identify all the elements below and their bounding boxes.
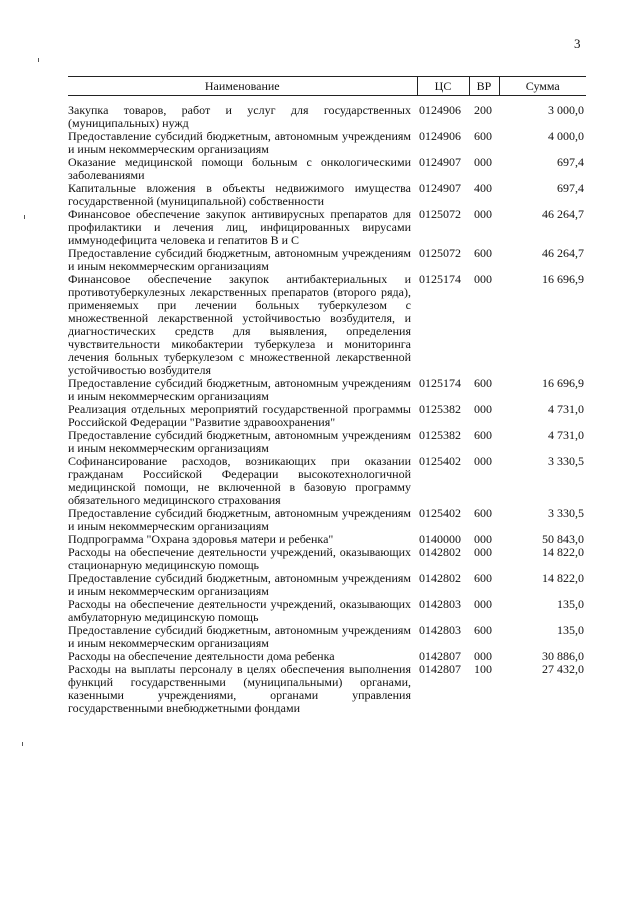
- cell-cs: 0125174: [419, 272, 461, 286]
- cell-vr: 000: [474, 649, 492, 663]
- cell-vr: 000: [474, 272, 492, 286]
- cell-vr: 000: [474, 597, 492, 611]
- cell-cs: 0142803: [419, 597, 461, 611]
- cell-name: Предоставление субсидий бюджетным, автономным учреждениям и иным некоммерческим организациям: [68, 376, 411, 403]
- table-row: [68, 507, 586, 533]
- cell-name: Расходы на обеспечение деятельности учреждений, оказывающих стационарную медицинскую помощь: [68, 545, 411, 572]
- table-body: [68, 96, 586, 716]
- page-number: 3: [574, 36, 581, 51]
- cell-cs: 0125402: [419, 454, 461, 468]
- cell-name: Реализация отдельных мероприятий государственной программы Российской Федерации "Развитие здравоохранения": [68, 402, 411, 429]
- cell-cs: 0125382: [419, 428, 461, 442]
- cell-name: Капитальные вложения в объекты недвижимого имущества государственной (муниципальной) собственности: [68, 181, 411, 208]
- table-row: [68, 624, 586, 650]
- table-row: [68, 663, 586, 715]
- header-vr: ВР: [469, 77, 499, 96]
- header-sum: Сумма: [499, 77, 586, 96]
- cell-name: Софинансирование расходов, возникающих при оказании гражданам Российской Федерации высокотехнологичной медицинской помощи, не включенной в базовую программу обязательного медицинского страхования: [68, 454, 411, 507]
- cell-name: Закупка товаров, работ и услуг для государственных (муниципальных) нужд: [68, 103, 411, 130]
- cell-name: Предоставление субсидий бюджетным, автономным учреждениям и иным некоммерческим организациям: [68, 428, 411, 455]
- table-row: [68, 130, 586, 156]
- cell-name: Финансовое обеспечение закупок антибактериальных и противотуберкулезных лекарственных препаратов (второго ряда), применяемых при лечении больных туберкулезом с множественной лекарственной устойчивостью возбудителя, и диагностических средств для выявления, определения чувствительности микобактерии туберкулеза и мониторинга лечения больных туберкулезом с множественной лекарственной устойчивостью возбудителя: [68, 272, 411, 377]
- cell-vr: 000: [474, 207, 492, 221]
- cell-vr: 100: [474, 662, 492, 676]
- table-row: [68, 273, 586, 377]
- cell-vr: 600: [474, 246, 492, 260]
- cell-cs: 0142807: [419, 649, 461, 663]
- cell-sum: 4 731,0: [548, 402, 584, 416]
- cell-vr: 600: [474, 376, 492, 390]
- cell-name: Оказание медицинской помощи больным с онкологическими заболеваниями: [68, 155, 411, 182]
- cell-vr: 200: [474, 103, 492, 117]
- cell-sum: 4 731,0: [548, 428, 584, 442]
- cell-vr: 000: [474, 402, 492, 416]
- header-name: Наименование: [68, 77, 417, 96]
- cell-sum: 16 696,9: [542, 272, 584, 286]
- scan-mark-1: [38, 58, 39, 62]
- cell-name: Предоставление субсидий бюджетным, автономным учреждениям и иным некоммерческим организациям: [68, 129, 411, 156]
- cell-sum: 14 822,0: [542, 571, 584, 585]
- cell-sum: 46 264,7: [542, 246, 584, 260]
- cell-sum: 3 000,0: [548, 103, 584, 117]
- table-row: [68, 546, 586, 572]
- cell-sum: 46 264,7: [542, 207, 584, 221]
- table-row: [68, 247, 586, 273]
- cell-name: Расходы на выплаты персоналу в целях обеспечения выполнения функций государственными (муниципальными) органами, казенными учреждениями, органами управления государственными внебюджетными фондами: [68, 662, 411, 715]
- cell-cs: 0125402: [419, 506, 461, 520]
- cell-vr: 600: [474, 129, 492, 143]
- cell-sum: 697,4: [557, 155, 584, 169]
- table-row: [68, 455, 586, 507]
- cell-name: Предоставление субсидий бюджетным, автономным учреждениям и иным некоммерческим организациям: [68, 623, 411, 650]
- header-cs: ЦС: [417, 77, 469, 96]
- cell-name: Предоставление субсидий бюджетным, автономным учреждениям и иным некоммерческим организациям: [68, 246, 411, 273]
- cell-sum: 135,0: [557, 623, 584, 637]
- cell-sum: 50 843,0: [542, 532, 584, 546]
- cell-vr: 000: [474, 545, 492, 559]
- cell-sum: 697,4: [557, 181, 584, 195]
- cell-name: Подпрограмма "Охрана здоровья матери и ребенка": [68, 532, 334, 546]
- cell-vr: 000: [474, 532, 492, 546]
- table-row: [68, 572, 586, 598]
- cell-cs: 0125382: [419, 402, 461, 416]
- cell-sum: 27 432,0: [542, 662, 584, 676]
- cell-name: Предоставление субсидий бюджетным, автономным учреждениям и иным некоммерческим организациям: [68, 506, 411, 533]
- cell-cs: 0125072: [419, 207, 461, 221]
- cell-vr: 400: [474, 181, 492, 195]
- table-row: [68, 182, 586, 208]
- cell-sum: 14 822,0: [542, 545, 584, 559]
- cell-vr: 600: [474, 571, 492, 585]
- cell-vr: 600: [474, 428, 492, 442]
- table-row: [68, 96, 586, 131]
- cell-sum: 3 330,5: [548, 506, 584, 520]
- table-row: [68, 598, 586, 624]
- scan-mark-3: [22, 742, 23, 746]
- cell-cs: 0124907: [419, 181, 461, 195]
- budget-table: [68, 76, 586, 715]
- cell-cs: 0125174: [419, 376, 461, 390]
- cell-cs: 0142807: [419, 662, 461, 676]
- cell-sum: 135,0: [557, 597, 584, 611]
- table-row: [68, 403, 586, 429]
- table-row: [68, 208, 586, 247]
- cell-vr: 600: [474, 623, 492, 637]
- cell-vr: 000: [474, 155, 492, 169]
- table-header: [68, 77, 586, 96]
- cell-cs: 0124906: [419, 103, 461, 117]
- cell-name: Расходы на обеспечение деятельности учреждений, оказывающих амбулаторную медицинскую помощь: [68, 597, 411, 624]
- cell-sum: 16 696,9: [542, 376, 584, 390]
- cell-cs: 0142802: [419, 571, 461, 585]
- cell-sum: 4 000,0: [548, 129, 584, 143]
- table-row: [68, 156, 586, 182]
- cell-sum: 30 886,0: [542, 649, 584, 663]
- cell-cs: 0124907: [419, 155, 461, 169]
- cell-name: Финансовое обеспечение закупок антивирусных препаратов для профилактики и лечения лиц, инфицированных вирусами иммунодефицита человека и гепатитов В и С: [68, 207, 411, 247]
- table-row: [68, 429, 586, 455]
- cell-vr: 000: [474, 454, 492, 468]
- cell-cs: 0124906: [419, 129, 461, 143]
- cell-cs: 0125072: [419, 246, 461, 260]
- cell-name: Предоставление субсидий бюджетным, автономным учреждениям и иным некоммерческим организациям: [68, 571, 411, 598]
- cell-cs: 0140000: [419, 532, 461, 546]
- cell-vr: 600: [474, 506, 492, 520]
- cell-sum: 3 330,5: [548, 454, 584, 468]
- cell-cs: 0142802: [419, 545, 461, 559]
- scan-mark-2: [24, 215, 25, 219]
- cell-cs: 0142803: [419, 623, 461, 637]
- table-row: [68, 377, 586, 403]
- cell-name: Расходы на обеспечение деятельности дома ребенка: [68, 649, 335, 663]
